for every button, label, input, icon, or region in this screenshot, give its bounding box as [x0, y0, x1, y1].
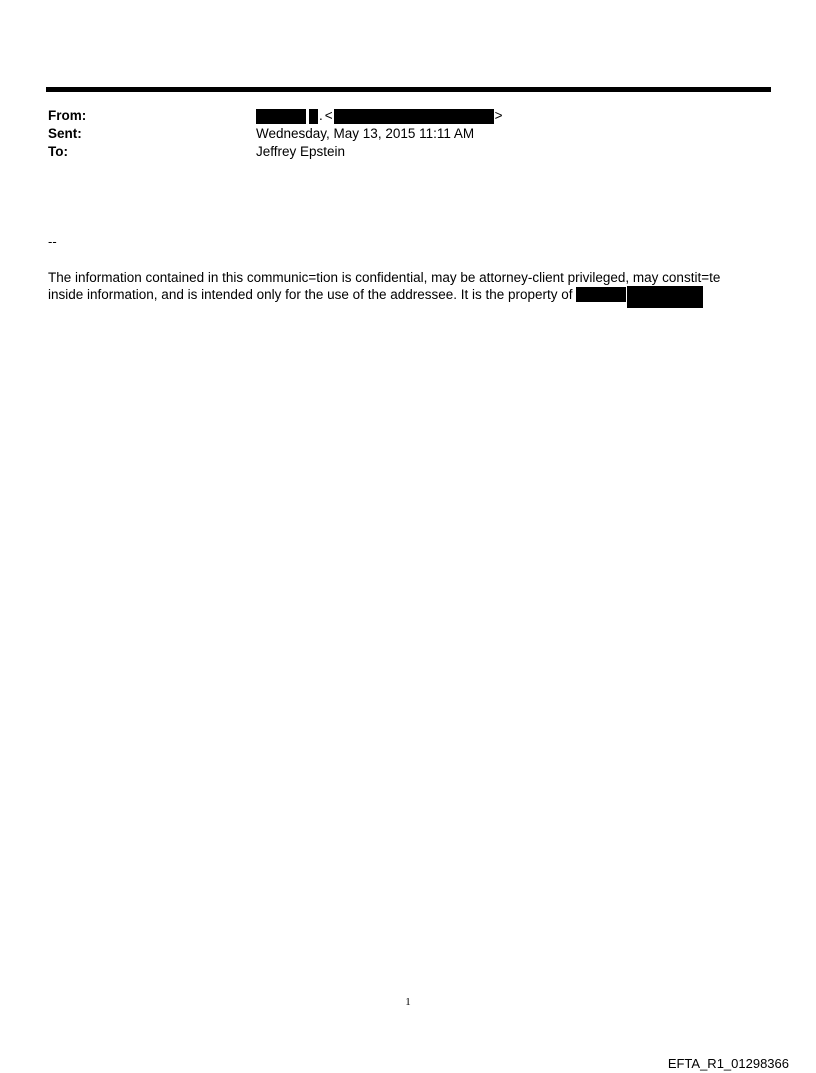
disclaimer-line-2: inside information, and is intended only for the use of the addressee. It is the property of [48, 287, 573, 302]
to-label: To: [48, 144, 68, 159]
signature-separator: -- [48, 234, 57, 249]
header-divider [46, 87, 771, 92]
from-name-redaction [256, 109, 306, 124]
confidentiality-disclaimer [48, 270, 763, 308]
from-email-redaction [334, 109, 494, 124]
from-initial-redaction [309, 109, 318, 124]
page-number: 1 [405, 996, 411, 1008]
from-email-close-bracket: > [494, 108, 503, 123]
to-value: Jeffrey Epstein [256, 144, 346, 159]
sent-label: Sent: [48, 126, 82, 141]
property-owner-redaction-2 [627, 286, 703, 308]
document-id: EFTA_R1_01298366 [667, 1056, 789, 1071]
from-email-open-bracket: < [324, 108, 333, 123]
disclaimer-line-2-wrapper [48, 286, 763, 308]
from-value [256, 108, 504, 124]
from-label: From: [48, 108, 87, 123]
from-initial-suffix: . [319, 108, 323, 123]
property-owner-redaction-1 [576, 287, 626, 302]
sent-value: Wednesday, May 13, 2015 11:11 AM [256, 126, 475, 141]
disclaimer-line-1: The information contained in this communic=tion is confidential, may be attorney-client privileged, may constit=te [48, 270, 721, 285]
